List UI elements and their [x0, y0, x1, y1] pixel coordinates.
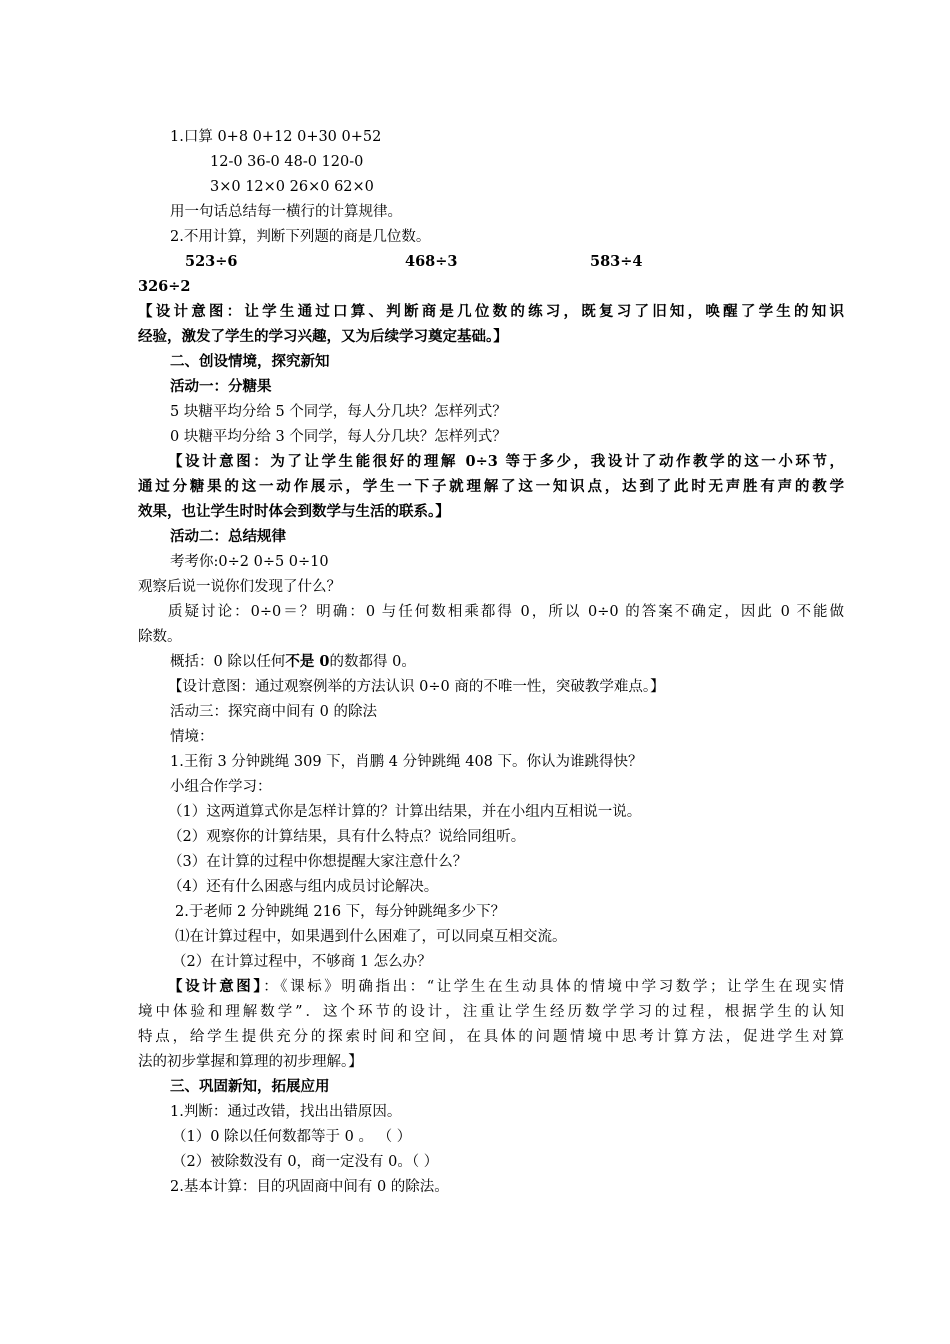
generalization: [170, 653, 416, 671]
activity-3-heading: 活动三：探究商中间有 0 的除法: [170, 704, 377, 720]
generalization-text: 概括：0 除以任何: [170, 654, 286, 670]
oral-calc-line-1: 1.口算 0+8 0+12 0+30 0+52: [170, 129, 382, 145]
design-intent-2-line-1: 【设计意图：为了让学生能很好的理解 0÷3 等于多少，我设计了动作教学的这一小环节，: [168, 453, 844, 470]
design-intent-1-line-2: 经验，激发了学生的学习兴趣，又为后续学习奠定基础。】: [138, 328, 508, 345]
division-item: 468÷3: [405, 253, 458, 270]
group-task-2: （2）观察你的计算结果，具有什么特点？说给同组听。: [168, 829, 526, 845]
design-intent-4-line-3: 特点，给学生提供充分的探索时间和空间，在具体的问题情境中思考计算方法，促进学生对算: [138, 1029, 844, 1045]
division-item: 326÷2: [138, 278, 191, 295]
design-intent-2-line-2: 通过分糖果的这一动作展示，学生一下子就理解了这一知识点，达到了此时无声胜有声的教学: [138, 478, 844, 495]
activity-1-question-2: 0 块糖平均分给 3 个同学，每人分几块？怎样列式？: [170, 429, 507, 445]
group-study-label: 小组合作学习：: [170, 779, 272, 795]
quiz-line: 考考你:0÷2 0÷5 0÷10: [170, 554, 329, 570]
design-intent-label: 【设计意图】: [168, 978, 264, 995]
judge-item-1: （1）0 除以任何数都等于 0 。 （ ）: [172, 1129, 412, 1145]
question-2: 2.不用计算，判断下列题的商是几位数。: [170, 229, 431, 245]
activity-1-heading: 活动一：分糖果: [170, 378, 272, 395]
design-intent-4-line-2: 境中体验和理解数学”．这个环节的设计，注重让学生经历数学学习的过程，根据学生的认知: [138, 1004, 844, 1020]
scenario-question-1: 1.王衔 3 分钟跳绳 309 下，肖鹏 4 分钟跳绳 408 下。你认为谁跳得快？: [170, 754, 643, 770]
design-intent-1-line-1: 【设计意图：让学生通过口算、判断商是几位数的练习，既复习了旧知，唤醒了学生的知识: [138, 303, 844, 320]
activity-1-question-1: 5 块糖平均分给 5 个同学，每人分几块？怎样列式？: [170, 404, 507, 420]
activity-2-heading: 活动二：总结规律: [170, 528, 286, 545]
hint-2: （2）在计算过程中，不够商 1 怎么办？: [172, 954, 432, 970]
group-task-4: （4）还有什么困惑与组内成员讨论解决。: [168, 879, 439, 895]
discussion-line-2: 除数。: [138, 629, 182, 645]
scenario-label: 情境：: [170, 729, 214, 745]
design-intent-text: ：《课标》明确指出：“让学生在生动具体的情境中学习数学；让学生在现实情: [263, 979, 844, 995]
oral-calc-line-3: 3×0 12×0 26×0 62×0: [210, 179, 374, 195]
scenario-question-2: 2.于老师 2 分钟跳绳 216 下，每分钟跳绳多少下？: [175, 904, 506, 920]
generalization-emphasis: 不是 0: [285, 653, 330, 670]
group-task-1: （1）这两道算式你是怎样计算的？计算出结果，并在小组内互相说一说。: [168, 804, 642, 820]
judge-item-2: （2）被除数没有 0，商一定没有 0。（ ）: [172, 1154, 439, 1170]
design-intent-4-line-1: [168, 978, 844, 996]
basic-calc-line: 2.基本计算：目的巩固商中间有 0 的除法。: [170, 1179, 449, 1195]
discussion-line-1: 质疑讨论：0÷0＝？明确：0 与任何数相乘都得 0，所以 0÷0 的答案不确定，因此 0 不能做: [168, 604, 844, 620]
division-item: 523÷6: [185, 253, 238, 270]
design-intent-4-line-4: 法的初步掌握和算理的初步理解。】: [138, 1054, 363, 1070]
generalization-text: 的数都得 0。: [329, 654, 416, 670]
judge-question: 1.判断：通过改错，找出出错原因。: [170, 1104, 402, 1120]
oral-calc-line-2: 12-0 36-0 48-0 120-0: [210, 154, 364, 170]
summary-instruction: 用一句话总结每一横行的计算规律。: [170, 204, 402, 220]
division-item: 583÷4: [590, 253, 643, 270]
group-task-3: （3）在计算的过程中你想提醒大家注意什么？: [168, 854, 468, 870]
design-intent-2-line-3: 效果，也让学生时时体会到数学与生活的联系。】: [138, 503, 450, 520]
section-heading-3: 三、巩固新知，拓展应用: [170, 1078, 330, 1095]
observation-prompt: 观察后说一说你们发现了什么？: [138, 579, 341, 595]
section-heading-2: 二、创设情境，探究新知: [170, 353, 330, 370]
design-intent-3: 【设计意图：通过观察例举的方法认识 0÷0 商的不唯一性，突破教学难点。】: [168, 679, 665, 695]
hint-1: ⑴在计算过程中，如果遇到什么困难了，可以同桌互相交流。: [175, 929, 567, 945]
